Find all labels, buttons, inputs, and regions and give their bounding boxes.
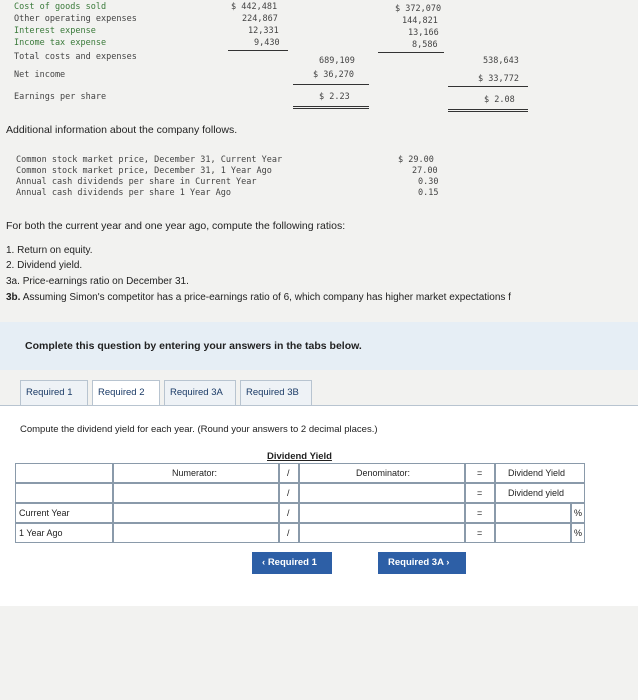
numerator-label: Numerator: <box>172 468 218 478</box>
subheader-result-cell <box>495 483 585 503</box>
tab-required-2[interactable] <box>92 380 160 406</box>
question-item: 3b. Assuming Simon's competitor has a price-earnings ratio of 6, which company has higher market expectations f <box>6 292 511 303</box>
header-equals-cell <box>465 463 495 483</box>
next-button-label: Required 3A <box>388 557 444 568</box>
py-cogs: $ 372,070 <box>395 4 442 14</box>
info-value-div-cy: 0.30 <box>418 177 439 187</box>
info-value-price-py: 27.00 <box>412 166 438 176</box>
info-label-div-py: Annual cash dividends per share 1 Year Ago <box>16 188 231 198</box>
question-item: 1. Return on equity. <box>6 245 93 256</box>
header-slash-cell <box>279 463 299 483</box>
label-interest: Interest expense <box>14 26 96 36</box>
prior-year-denominator-input[interactable] <box>299 523 465 543</box>
cy-cogs: $ 442,481 <box>231 2 278 12</box>
header-result-cell <box>495 463 585 483</box>
current-year-numerator-input[interactable] <box>113 503 279 523</box>
subheader-blank <box>15 483 113 503</box>
tab-required-3a[interactable] <box>164 380 236 406</box>
prior-year-slash <box>279 523 299 543</box>
chevron-left-icon: ‹ <box>262 557 266 568</box>
header-numerator-cell <box>113 463 279 483</box>
prior-year-result-input[interactable] <box>495 523 571 543</box>
cy-tax: 9,430 <box>254 38 280 48</box>
current-year-slash <box>279 503 299 523</box>
label-net-income: Net income <box>14 70 66 80</box>
chevron-right-icon: › <box>446 557 450 568</box>
current-year-percent <box>571 503 585 523</box>
slash-text: / <box>287 468 290 478</box>
tab-required-3b[interactable] <box>240 380 312 406</box>
cy-interest: 12,331 <box>248 26 279 36</box>
py-tax: 8,586 <box>412 40 438 50</box>
subheader-denominator-input[interactable] <box>299 483 465 503</box>
prior-year-equals <box>465 523 495 543</box>
label-cogs: Cost of goods sold <box>14 2 107 12</box>
next-required-3a-button[interactable] <box>378 552 466 574</box>
subheader-equals-cell <box>465 483 495 503</box>
banner-text: Complete this question by entering your answers in the tabs below. <box>25 340 362 352</box>
prior-year-percent <box>571 523 585 543</box>
tab-label: Required 3B <box>246 387 299 398</box>
percent-text: % <box>574 508 583 518</box>
equals-text: = <box>477 508 483 518</box>
info-value-price-cy: $ 29.00 <box>398 155 434 165</box>
slash-text: / <box>287 528 290 538</box>
label-income-tax: Income tax expense <box>14 38 107 48</box>
current-year-denominator-input[interactable] <box>299 503 465 523</box>
row-label: 1 Year Ago <box>19 528 63 538</box>
info-label-div-cy: Annual cash dividends per share in Current Year <box>16 177 257 187</box>
result-header-label: Dividend Yield <box>508 468 566 478</box>
tab-label: Required 2 <box>98 387 145 398</box>
py-interest: 13,166 <box>408 28 439 38</box>
row-label-current-year <box>15 503 113 523</box>
info-label-price-cy: Common stock market price, December 31, Current Year <box>16 155 283 165</box>
header-denominator-cell <box>299 463 465 483</box>
label-total-costs: Total costs and expenses <box>14 52 137 62</box>
slash-text: / <box>287 488 290 498</box>
prev-button-label: Required 1 <box>267 557 317 568</box>
cy-net-income: $ 36,270 <box>313 70 354 80</box>
equals-text: = <box>477 488 483 498</box>
instruction: For both the current year and one year ago, compute the following ratios: <box>6 220 346 232</box>
equals-text: = <box>477 468 483 478</box>
result-subheader-label: Dividend yield <box>508 488 565 498</box>
subheader-numerator-input[interactable] <box>113 483 279 503</box>
tab-label: Required 3A <box>170 387 223 398</box>
prior-year-numerator-input[interactable] <box>113 523 279 543</box>
py-other-opex: 144,821 <box>402 16 438 26</box>
denominator-label: Denominator: <box>356 468 411 478</box>
cy-total-costs: 689,109 <box>319 56 355 66</box>
subheader-slash-cell <box>279 483 299 503</box>
header-blank <box>15 463 113 483</box>
info-label-price-py: Common stock market price, December 31, 1 Year Ago <box>16 166 272 176</box>
table-title: Dividend Yield <box>267 451 332 462</box>
cy-other-opex: 224,867 <box>242 14 278 24</box>
additional-info-heading: Additional information about the company follows. <box>6 124 238 136</box>
prompt-text: Compute the dividend yield for each year. (Round your answers to 2 decimal places.) <box>20 424 378 435</box>
label-eps: Earnings per share <box>14 92 107 102</box>
instruction-banner <box>0 322 638 370</box>
py-total-costs: 538,643 <box>483 56 519 66</box>
label-other-opex: Other operating expenses <box>14 14 137 24</box>
cy-eps: $ 2.23 <box>319 92 350 102</box>
row-label-1-year-ago <box>15 523 113 543</box>
current-year-result-input[interactable] <box>495 503 571 523</box>
equals-text: = <box>477 528 483 538</box>
tab-required-1[interactable] <box>20 380 88 406</box>
row-label: Current Year <box>19 508 70 518</box>
info-value-div-py: 0.15 <box>418 188 439 198</box>
py-net-income: $ 33,772 <box>478 74 519 84</box>
percent-text: % <box>574 528 583 538</box>
py-eps: $ 2.08 <box>484 95 515 105</box>
current-year-equals <box>465 503 495 523</box>
slash-text: / <box>287 508 290 518</box>
question-item: 2. Dividend yield. <box>6 260 83 271</box>
prev-required-1-button[interactable] <box>252 552 332 574</box>
tab-label: Required 1 <box>26 387 73 398</box>
question-item: 3a. Price-earnings ratio on December 31. <box>6 276 189 287</box>
